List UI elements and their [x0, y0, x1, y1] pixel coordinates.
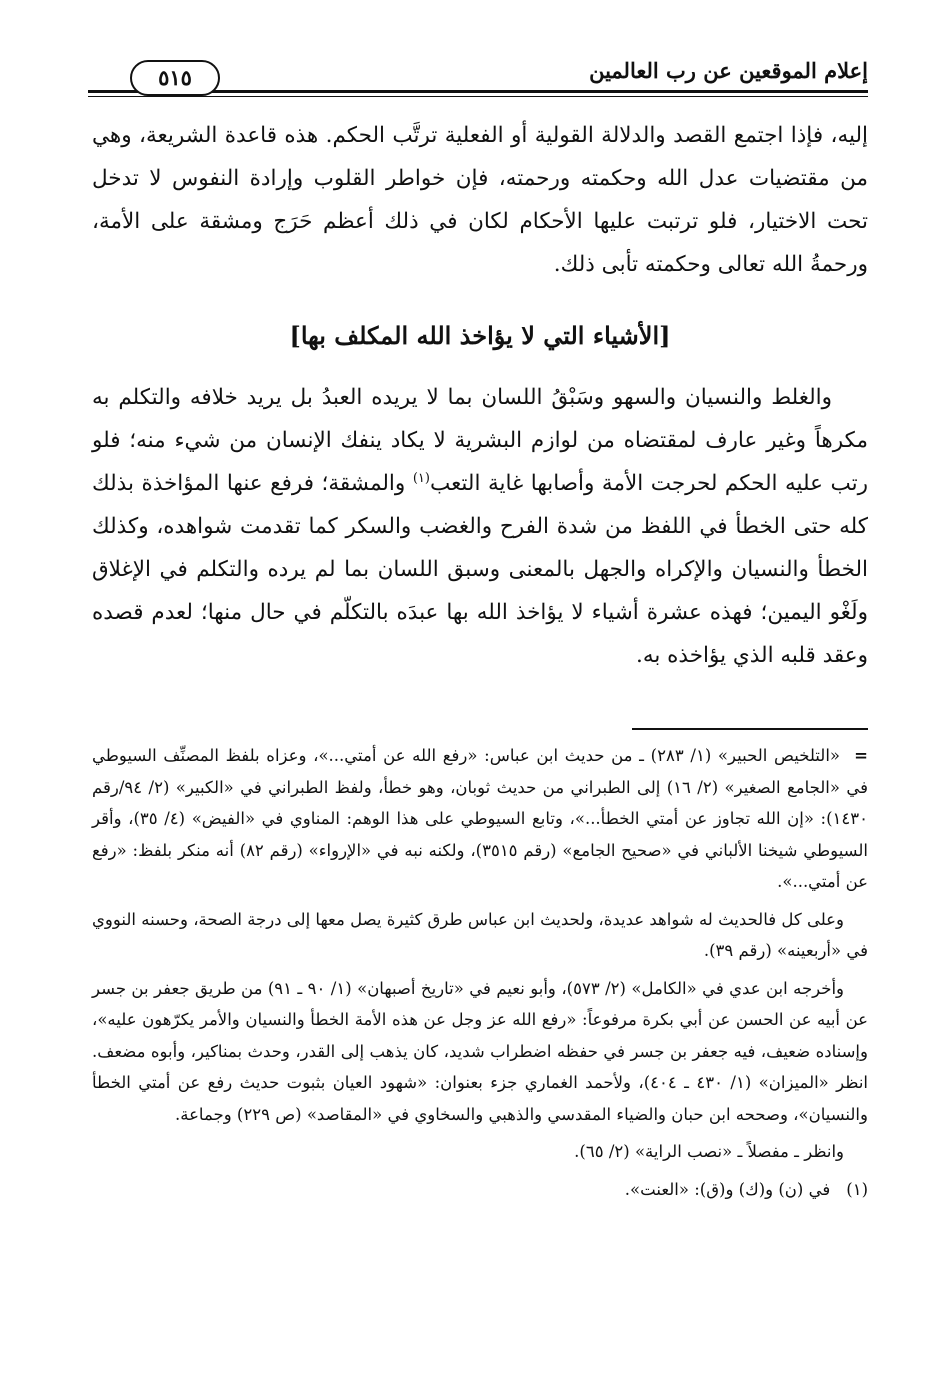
footnote-continuation-4: وانظر ـ مفصلاً ـ «نصب الراية» (٢/ ٦٥). — [574, 1142, 844, 1161]
footnote-1 — [92, 1174, 868, 1206]
footnotes-section — [92, 740, 868, 1211]
footnote-continuation-3: وأخرجه ابن عدي في «الكامل» (٢/ ٥٧٣)، وأبو نعيم في «تاريخ أصبهان» (١/ ٩٠ ـ ٩١) من طريق جعفر بن جسر عن أبيه عن الحسن عن أبي بكرة مرفوعاً: «رفع الله عز وجل عن هذه الأمة الخطأ والنسيان والأمر يكرّهون عليه»، وإسناده ضعيف، فيه جعفر بن جسر في حفظه اضطراب شديد، كان يذهب إلى القدر، وحدث بمناكير، وأبوه مضعف. انظر «الميزان» (١/ ٤٣٠ ـ ٤٠٤)، ولأحمد الغماري جزء بعنوان: «شهود العيان بثبوت حديث رفع عن أمتي الخطأ والنسيان»، وصححه ابن حبان والضياء المقدسي والذهبي والسخاوي في «المقاصد» (ص ٢٢٩) وجماعة. — [92, 978, 868, 1124]
footnote-separator — [92, 728, 868, 729]
paragraph-2 — [92, 376, 868, 677]
footnote-continuation-1 — [92, 740, 868, 898]
footnote-continuation-text-1: «التلخيص الحبير» (١/ ٢٨٣) ـ من حديث ابن عباس: «رفع الله عن أمتي...»، وعزاه بلفظ المصنِّف السيوطي في «الجامع الصغير» (٢/ ١٦) إلى الطبراني من حديث ثوبان، وهو خطأ، ولفظ الطبراني في «الكبير» (٢/ ٩٤/رقم ١٤٣٠): «إن الله تجاوز عن أمتي الخطأ...»، وتابع السيوطي على هذا الوهم: المناوي في «الفيض» (٤/ ٣٥)، وأقر السيوطي شيخنا الألباني في «صحيح الجامع» (رقم ٣٥١٥)، ولكنه نبه في «الإرواء» (رقم ٨٢) أنه منكر بلفظ: «رفع عن أمتي...». — [92, 746, 869, 891]
section-heading: [الأشياء التي لا يؤاخذ الله المكلف بها] — [289, 321, 671, 350]
footnote-1-number: (١) — [846, 1179, 868, 1199]
page-header — [88, 52, 868, 98]
header-rule-thin — [88, 96, 868, 97]
footnote-reference: (١) — [412, 470, 430, 486]
paragraph-2-part-a: والغلط والنسيان والسهو وسَبْقُ اللسان بما لا يريده العبدُ بل يريد خلافه والتكلم به مكرهاً وغير عارف لمقتضاه من لوازم البشرية لا يكاد ينفك الإنسان من شيء منه؛ فلو رتب عليه الحكم لحرجت الأمة وأصابها غاية التعب — [92, 385, 868, 496]
paragraph-2-part-b: والمشقة؛ فرفع عنها المؤاخذة بذلك كله حتى الخطأ في اللفظ من شدة الفرح والغضب والسكر كما تقدمت شواهده، وكذلك الخطأ والنسيان والإكراه والجهل بالمعنى وسبق اللسان بما لم يرده والتكلم في الإغلاق ولَغْو اليمين؛ فهذه عشرة أشياء لا يؤاخذ الله بها عبدَه بالتكلّم في حال منها؛ لعدم قصده وعقد قلبه الذي يؤاخذه به. — [92, 471, 868, 668]
continuation-marker: = — [854, 746, 868, 765]
running-title: إعلام الموقعين عن رب العالمين — [589, 58, 868, 83]
page-number: ٥١٥ — [130, 60, 220, 96]
footnote-continuation-2: وعلى كل فالحديث له شواهد عديدة، ولحديث ابن عباس طرق كثيرة يصل معها إلى درجة الصحة، وحسنه النووي في «أربعينه» (رقم ٣٩). — [92, 909, 868, 960]
footnote-1-text: في (ن) و(ك) و(ق): «العنت». — [624, 1179, 831, 1199]
paragraph-1: إليه، فإذا اجتمع القصد والدلالة القولية أو الفعلية ترتَّب الحكم. هذه قاعدة الشريعة، وهي من مقتضيات عدل الله وحكمته ورحمته، فإن خواطر القلوب وإرادة النفوس لا تدخل تحت الاختيار، فلو ترتبت عليها الأحكام لكان في ذلك أعظم حَرَج ومشقة على الأمة، ورحمةُ الله تعالى وحكمته تأبى ذلك. — [92, 123, 868, 277]
